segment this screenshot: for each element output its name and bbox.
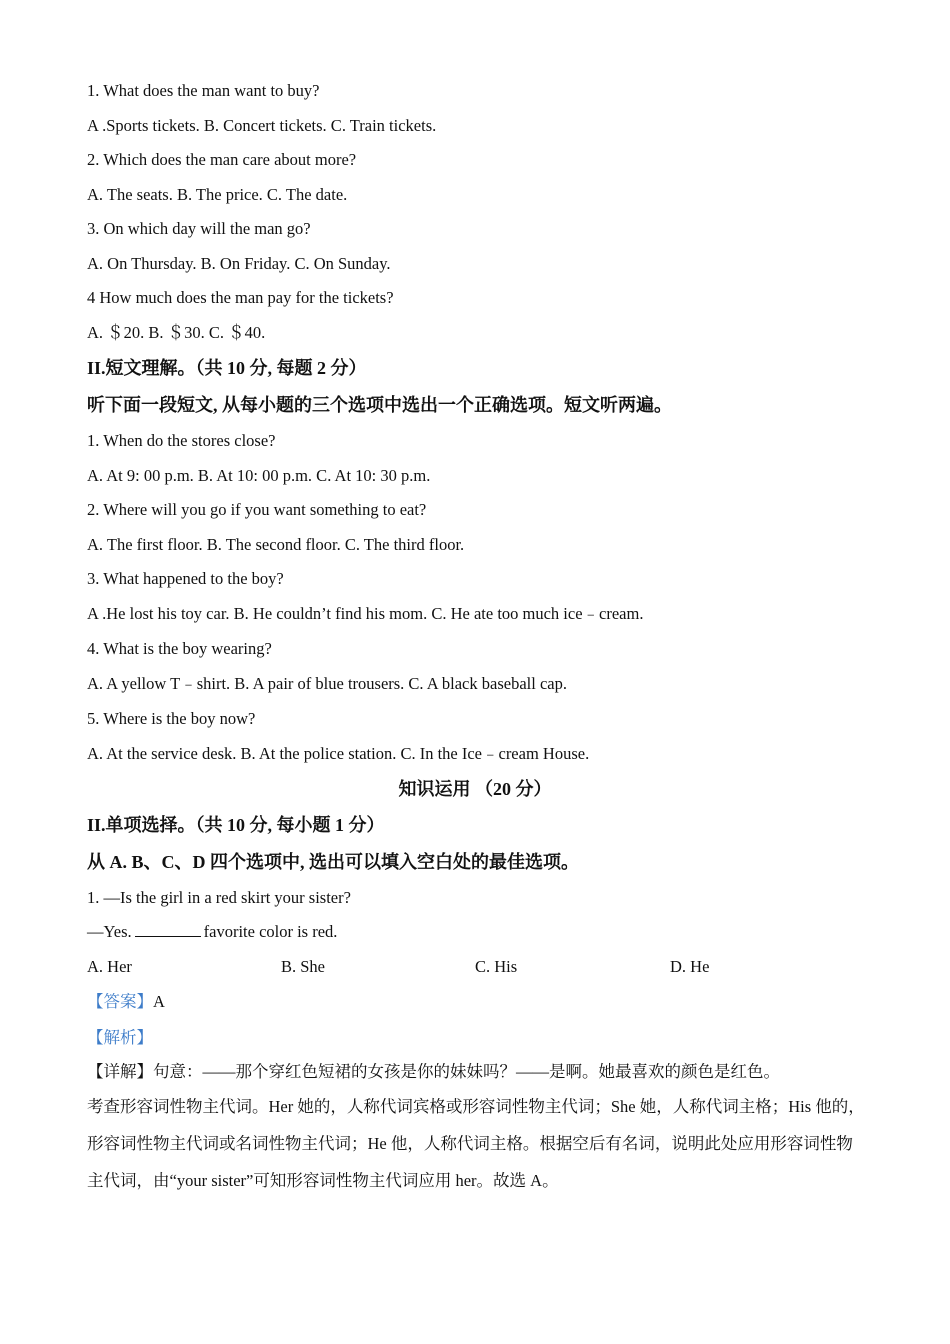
- detail-line-3: 形容词性物主代词或名词性物主代词；He 他，人称代词主格。根据空后有名词，说明此处应用形容词性物: [87, 1134, 853, 1153]
- section-instruction: 从 A. B、C、D 四个选项中, 选出可以填入空白处的最佳选项。: [87, 852, 580, 872]
- question-4: 4 How much does the man pay for the tickets?: [87, 288, 394, 307]
- question-2-options: A. The seats. B. The price. C. The date.: [87, 185, 348, 204]
- question-1-options: A .Sports tickets. B. Concert tickets. C. Train tickets.: [87, 116, 437, 135]
- section-heading: II.单项选择。（共 10 分, 每小题 1 分）: [87, 815, 385, 835]
- option-b: B. She: [281, 957, 326, 976]
- dialogue-prefix: —Yes.: [87, 922, 132, 941]
- question-4-options: A. A yellow T﹣shirt. B. A pair of blue trousers. C. A black baseball cap.: [87, 674, 567, 693]
- detail-line-2: 考查形容词性物主代词。Her 她的，人称代词宾格或形容词性物主代词；She 她，人称代词主格；His 他的，: [87, 1097, 865, 1116]
- question-1: 1. What does the man want to buy?: [87, 81, 320, 100]
- question-3: 3. What happened to the boy?: [87, 569, 284, 588]
- analysis-label: 【解析】: [87, 1028, 153, 1047]
- option-c: C. His: [475, 957, 518, 976]
- question-2: 2. Where will you go if you want something to eat?: [87, 500, 427, 519]
- question-1: 1. When do the stores close?: [87, 431, 276, 450]
- detail-line-1: 【详解】句意：——那个穿红色短裙的女孩是你的妹妹吗？——是啊。她最喜欢的颜色是红色。: [87, 1062, 780, 1081]
- question-1-stem: 1. —Is the girl in a red skirt your sister?: [87, 888, 351, 907]
- answer-blank: [135, 922, 201, 937]
- section-instruction: 听下面一段短文, 从每小题的三个选项中选出一个正确选项。短文听两遍。: [87, 395, 672, 415]
- answer-value: A: [153, 992, 165, 1011]
- question-4-options: A. ＄20. B. ＄30. C. ＄40.: [87, 323, 266, 342]
- question-1-dialogue: [87, 922, 337, 942]
- option-a: A. Her: [87, 957, 132, 976]
- answer-line: [87, 992, 165, 1012]
- question-2-options: A. The first floor. B. The second floor. C. The third floor.: [87, 535, 465, 554]
- section-heading: II.短文理解。（共 10 分, 每题 2 分）: [87, 358, 367, 378]
- question-3: 3. On which day will the man go?: [87, 219, 311, 238]
- question-5: 5. Where is the boy now?: [87, 709, 256, 728]
- question-5-options: A. At the service desk. B. At the police station. C. In the Ice﹣cream House.: [87, 744, 590, 763]
- question-3-options: A. On Thursday. B. On Friday. C. On Sunday.: [87, 254, 391, 273]
- question-1-options: A. At 9: 00 p.m. B. At 10: 00 p.m. C. At 10: 30 p.m.: [87, 466, 431, 485]
- option-d: D. He: [670, 957, 710, 976]
- question-2: 2. Which does the man care about more?: [87, 150, 357, 169]
- question-4: 4. What is the boy wearing?: [87, 639, 272, 658]
- part-title: 知识运用 （20 分）: [398, 779, 552, 799]
- dialogue-suffix: favorite color is red.: [203, 922, 338, 941]
- answer-label: 【答案】: [87, 992, 153, 1011]
- question-3-options: A .He lost his toy car. B. He couldn’t find his mom. C. He ate too much ice﹣cream.: [87, 604, 644, 623]
- detail-line-4: 主代词，由“your sister”可知形容词性物主代词应用 her。故选 A。: [87, 1171, 559, 1190]
